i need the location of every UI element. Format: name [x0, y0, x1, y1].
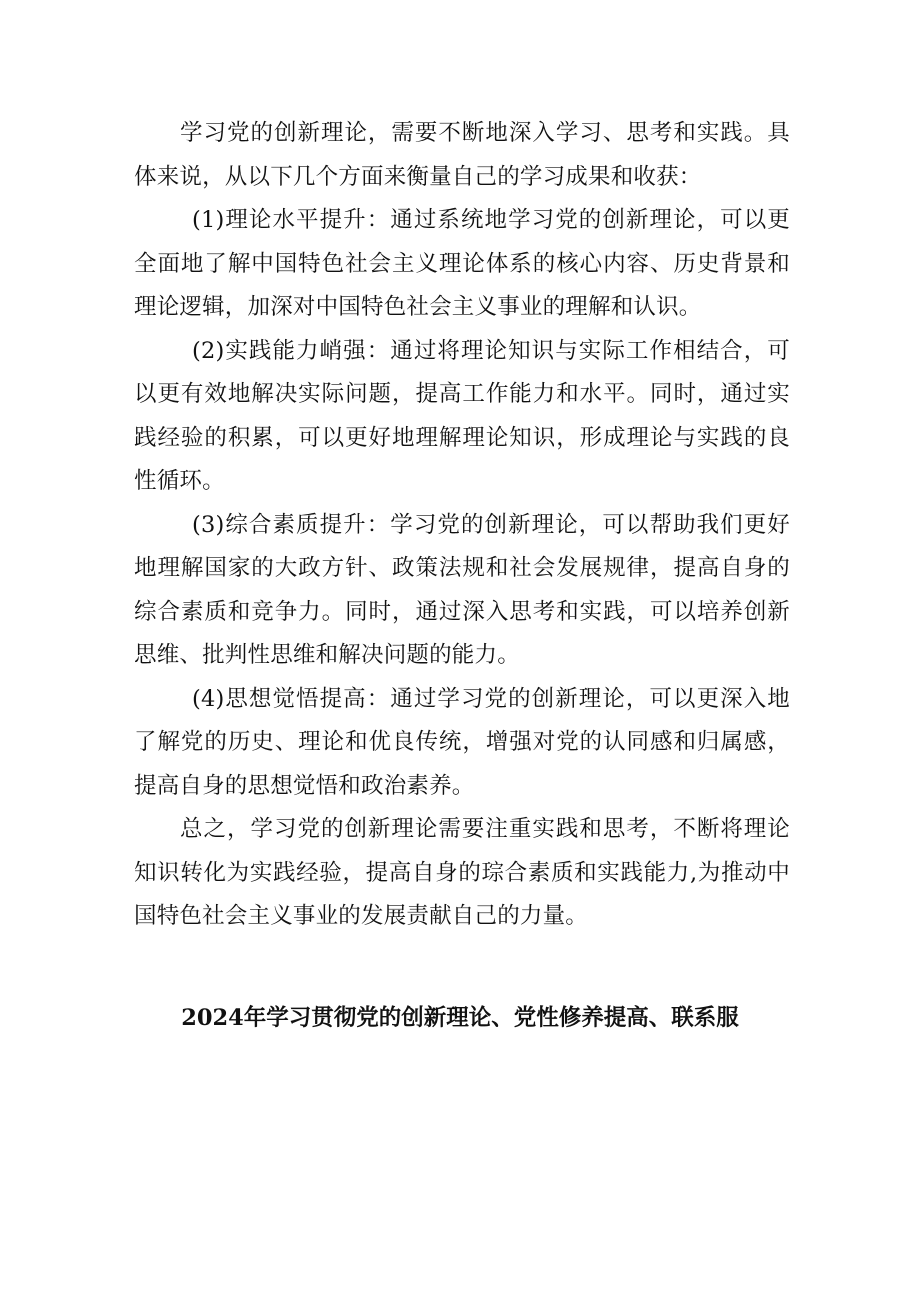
document-body	[134, 112, 790, 939]
section-heading: 2024年学习贯彻党的创新理论、党性修养提高、联系服	[181, 1005, 739, 1031]
item-paragraph-3: (3)综合素质提升：学习党的创新理论，可以帮助我们更好地理解国家的大政方针、政策法规和社会发展规律，提高自身的综合素质和竞争力。同时，通过深入思考和实践，可以培养创新思维、批判性思维和解决问题的能力。	[134, 511, 790, 668]
item-paragraph-2: (2)实践能力峭强：通过将理论知识与实际工作相结合，可以更有效地解决实际问题，提高工作能力和水平。同时，通过实践经验的积累，可以更好地理解理论知识，形成理论与实践的良性循环。	[134, 337, 790, 494]
item-paragraph-4: (4)思想觉悟提高：通过学习党的创新理论，可以更深入地了解党的历史、理论和优良传统，增强对党的认同感和归属感，提高自身的思想觉悟和政治素养。	[134, 685, 790, 799]
conclusion-paragraph: 总之，学习党的创新理论需要注重实践和思考，不断将理论知识转化为实践经验，提高自身的琮合素质和实践能力,为推动中国特色社会主义事业的发展责献自己的力量。	[134, 816, 790, 929]
item-paragraph-1: (1)理论水平提升：通过系统地学习党的创新理论，可以更全面地了解中国特色社会主义理论体系的核心内容、历史背景和理论逻辑，加深对中国特色社会主义事业的理解和认识。	[134, 207, 790, 320]
intro-paragraph: 学习党的创新理论，需要不断地深入学习、思考和实践。具体来说，从以下几个方面来衡量自己的学习成果和收获：	[134, 120, 790, 190]
